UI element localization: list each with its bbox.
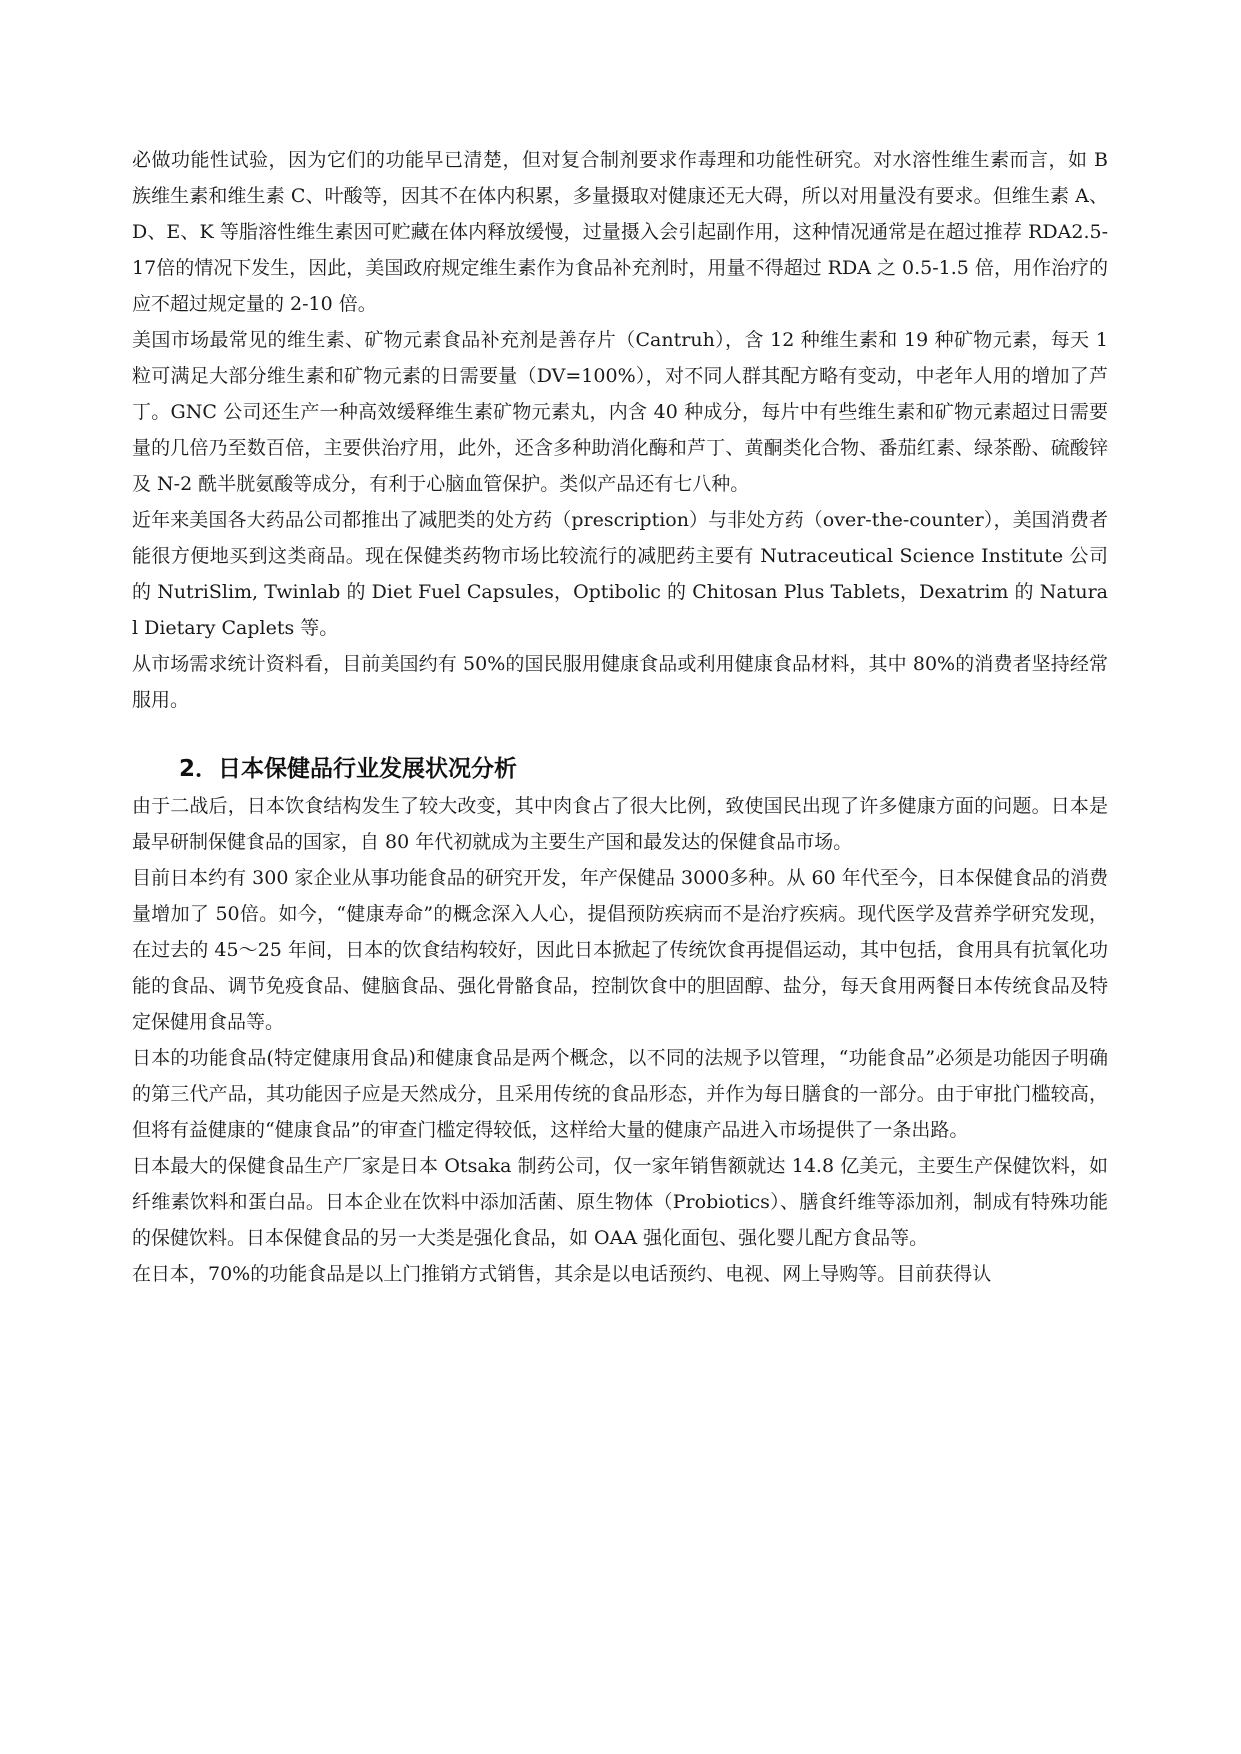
paragraph-japan-otsaka: 日本最大的保健食品生产厂家是日本 Otsaka 制药公司，仅一家年销售额就达 14.8 亿美元，主要生产保健饮料，如纤维素饮料和蛋白品。日本企业在饮料中添加活菌、原生物体（Probiotics）、膳食纤维等添加剂，制成有特殊功能的保健饮料。日本保健食品的另一大类是强化食品，如 OAA 强化面包、强化婴儿配方食品等。	[132, 1155, 1108, 1249]
paragraph-japan-background: 由于二战后，日本饮食结构发生了较大改变，其中肉食占了很大比例，致使国民出现了许多健康方面的问题。日本是最早研制保健食品的国家，自 80 年代初就成为主要生产国和最发达的保健食品市场。	[132, 795, 1108, 853]
paragraph-vitamin-rules: 必做功能性试验，因为它们的功能早已清楚，但对复合制剂要求作毒理和功能性研究。对水溶性维生素而言，如 B 族维生素和维生素 C、叶酸等，因其不在体内积累，多量摄取对健康还无大碍，所以对用量没有要求。但维生素 A、D、E、K 等脂溶性维生素因可贮藏在体内释放缓慢，过量摄入会引起副作用，这种情况通常是在超过推荐 RDA2.5-17倍的情况下发生，因此，美国政府规定维生素作为食品补充剂时，用量不得超过 RDA 之 0.5-1.5 倍，用作治疗的应不超过规定量的 2-10 倍。	[132, 149, 1108, 315]
paragraph-japan-sales: 在日本，70%的功能食品是以上门推销方式销售，其余是以电话预约、电视、网上导购等。目前获得认	[132, 1263, 992, 1285]
paragraph-us-supplements: 美国市场最常见的维生素、矿物元素食品补充剂是善存片（Cantruh），含 12 种维生素和 19 种矿物元素，每天 1 粒可满足大部分维生素和矿物元素的日需要量（DV=100%），对不同人群其配方略有变动，中老年人用的增加了芦丁。GNC 公司还生产一种高效缓释维生素矿物元素丸，内含 40 种成分，每片中有些维生素和矿物元素超过日需要量的几倍乃至数百倍，主要供治疗用，此外，还含多种助消化酶和芦丁、黄酮类化合物、番茄红素、绿茶酚、硫酸锌及 N-2 酰半胱氨酸等成分，有利于心脑血管保护。类似产品还有七八种。	[132, 329, 1108, 495]
paragraph-us-market-stats: 从市场需求统计资料看，目前美国约有 50%的国民服用健康食品或利用健康食品材料，其中 80%的消费者坚持经常服用。	[132, 653, 1108, 711]
paragraph-japan-regulation: 日本的功能食品(特定健康用食品)和健康食品是两个概念，以不同的法规予以管理，“功能食品”必须是功能因子明确的第三代产品，其功能因子应是天然成分，且采用传统的食品形态，并作为每日膳食的一部分。由于审批门槛较高，但将有益健康的“健康食品”的审查门槛定得较低，这样给大量的健康产品进入市场提供了一条出路。	[132, 1047, 1108, 1141]
section-heading-japan: 2．日本保健品行业发展状况分析	[179, 756, 518, 782]
page-content	[132, 142, 1108, 1292]
paragraph-japan-industry: 目前日本约有 300 家企业从事功能食品的研究开发，年产保健品 3000多种。从 60 年代至今，日本保健食品的消费量增加了 50倍。如今，“健康寿命”的概念深入人心，提倡预防疾病而不是治疗疾病。现代医学及营养学研究发现，在过去的 45～25 年间，日本的饮食结构较好，因此日本掀起了传统饮食再提倡运动，其中包括，食用具有抗氧化功能的食品、调节免疫食品、健脑食品、强化骨骼食品，控制饮食中的胆固醇、盐分，每天食用两餐日本传统食品及特定保健用食品等。	[132, 867, 1108, 1033]
paragraph-us-diet-drugs: 近年来美国各大药品公司都推出了减肥类的处方药（prescription）与非处方药（over-the-counter），美国消费者能很方便地买到这类商品。现在保健类药物市场比较流行的减肥药主要有 Nutraceutical Science Institute 公司的 NutriSlim, Twinlab 的 Diet Fuel Capsules，Optibolic 的 Chitosan Plus Tablets，Dexatrim 的 Natural Dietary Caplets 等。	[132, 509, 1108, 639]
